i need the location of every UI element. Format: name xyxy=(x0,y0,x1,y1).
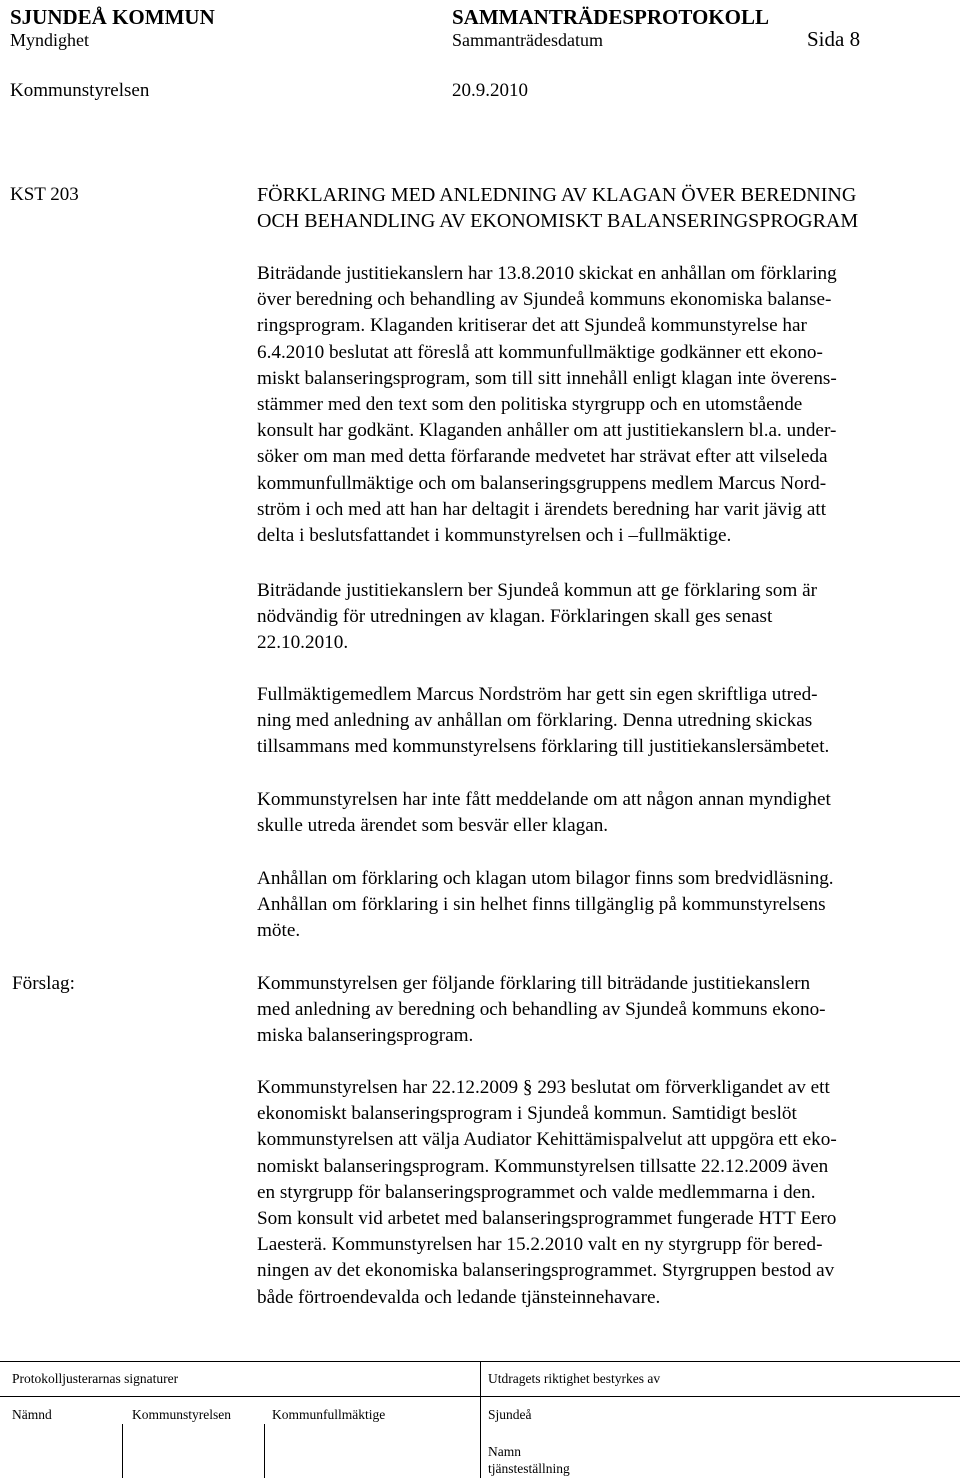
signatures-label: Protokolljusterarnas signaturer xyxy=(12,1371,179,1386)
text-line: ringsprogram. Klaganden kritiserar det att Sjundeå kommunstyrelse har xyxy=(257,315,807,337)
text-line: ström i och med att han har deltagit i ärendets beredning har varit jävig att xyxy=(257,498,827,520)
name-label: Namn xyxy=(488,1444,521,1459)
authority-name: Kommunstyrelsen xyxy=(10,80,150,101)
position-label: tjänsteställning xyxy=(488,1461,570,1476)
text-line: Kommunstyrelsen har inte fått meddelande om att någon annan myndighet xyxy=(257,789,831,810)
text-line: ningen av det ekonomiska balanseringsprogrammet. Styrgruppen bestod av xyxy=(257,1260,835,1282)
body-label: Nämnd xyxy=(12,1407,52,1422)
text-line: en styrgrupp för balanseringsprogrammet och valde medlemmarna i den. xyxy=(257,1181,816,1203)
paragraph-no-other-authority xyxy=(257,787,957,839)
text-line: Fullmäktigemedlem Marcus Nordström har gett sin egen skriftliga utred- xyxy=(257,684,818,705)
text-line: skulle utreda ärendet som besvär eller klagan. xyxy=(257,815,609,837)
page-number: Sida 8 xyxy=(807,27,861,51)
text-line: ning med anledning av anhållan om förklaring. Denna utredning skickas xyxy=(257,710,813,732)
footer-column-divider xyxy=(480,1361,481,1478)
text-line: 6.4.2010 beslutat att föreslå att kommunfullmäktige godkänner ett ekono- xyxy=(257,341,823,363)
text-line: Kommunstyrelsen ger följande förklaring till biträdande justitiekanslern xyxy=(257,973,811,994)
text-line: Kommunstyrelsen har 22.12.2009 § 293 beslutat om förverkligandet av ett xyxy=(257,1077,830,1098)
text-line: kommunstyrelsen att välja Audiator Kehittämispalvelut att uppgöra ett eko- xyxy=(257,1129,837,1151)
text-line: över beredning och behandling av Sjundeå kommuns ekonomiska balanse- xyxy=(257,289,832,311)
text-line: söker om man med detta förfarande medvetet har strävat efter att vilseleda xyxy=(257,446,828,468)
meeting-date: 20.9.2010 xyxy=(452,80,528,101)
item-title-line: OCH BEHANDLING AV EKONOMISKT BALANSERINGSPROGRAM xyxy=(257,210,859,232)
text-line: stämmer med den text som den politiska styrgrupp och en utomstående xyxy=(257,394,803,416)
text-line: Biträdande justitiekanslern ber Sjundeå kommun att ge förklaring som är xyxy=(257,580,818,601)
text-line: nödvändig för utredningen av klagan. Förklaringen skall ges senast xyxy=(257,606,773,628)
text-line: Anhållan om förklaring i sin helhet finns tillgänglig på kommunstyrelsens xyxy=(257,894,826,916)
text-line: miskt balanseringsprogram, som till sitt innehåll enligt klagan inte överens- xyxy=(257,367,837,389)
body-kommunfullmaktige: Kommunfullmäktige xyxy=(272,1407,386,1422)
text-line: kommunfullmäktige och om balanseringsgruppens medlem Marcus Nord- xyxy=(257,472,827,494)
meeting-date-label: Sammanträdesdatum xyxy=(452,30,603,50)
text-line: Laesterä. Kommunstyrelsen har 15.2.2010 valt en ny styrgrupp för bered- xyxy=(257,1234,823,1256)
text-line: Biträdande justitiekanslern har 13.8.2010 skickat en anhållan om förklaring xyxy=(257,263,837,284)
text-line: tillsammans med kommunstyrelsens förklaring till justitiekanslersämbetet. xyxy=(257,736,830,758)
item-title xyxy=(257,182,957,234)
text-line: Anhållan om förklaring och klagan utom bilagor finns som bredvidläsning. xyxy=(257,868,834,889)
paragraph-request xyxy=(257,578,957,657)
organization-name: SJUNDEÅ KOMMUN xyxy=(10,5,215,29)
text-line: både förtroendevalda och ledande tjänsteinnehavare. xyxy=(257,1286,661,1308)
paragraph-member-statement xyxy=(257,682,957,761)
paragraph-proposal xyxy=(257,971,957,1050)
text-line: ekonomiskt balanseringsprogram i Sjundeå kommun. Samtidigt beslöt xyxy=(257,1103,797,1125)
text-line: nomiskt balanseringsprogram. Kommunstyrelsen tillsatte 22.12.2009 även xyxy=(257,1155,829,1177)
paragraph-complaint xyxy=(257,261,957,549)
text-line: 22.10.2010. xyxy=(257,632,349,654)
document-type: SAMMANTRÄDESPROTOKOLL xyxy=(452,5,769,29)
text-line: miska balanseringsprogram. xyxy=(257,1025,474,1047)
municipality-name: Sjundeå xyxy=(488,1407,532,1422)
text-line: möte. xyxy=(257,920,301,942)
item-title-line: FÖRKLARING MED ANLEDNING AV KLAGAN ÖVER BEREDNING xyxy=(257,184,857,206)
text-line: Som konsult vid arbetet med balanseringsprogrammet fungerade HTT Eero xyxy=(257,1208,837,1230)
item-number: KST 203 xyxy=(10,184,79,205)
body-kommunstyrelsen: Kommunstyrelsen xyxy=(132,1407,231,1422)
text-line: med anledning av beredning och behandling av Sjundeå kommuns ekono- xyxy=(257,999,826,1021)
paragraph-reading-material xyxy=(257,866,957,945)
text-line: konsult har godkänt. Klaganden anhåller om att justitiekanslern bl.a. under- xyxy=(257,420,837,442)
text-line: delta i beslutsfattandet i kommunstyrelsen och i –fullmäktige. xyxy=(257,525,732,547)
paragraph-background xyxy=(257,1075,957,1311)
certified-label: Utdragets riktighet bestyrkes av xyxy=(488,1371,661,1386)
signature-box-divider xyxy=(122,1424,123,1478)
authority-label: Myndighet xyxy=(10,30,89,50)
proposal-label: Förslag: xyxy=(12,973,75,994)
signature-box-divider xyxy=(264,1424,265,1478)
